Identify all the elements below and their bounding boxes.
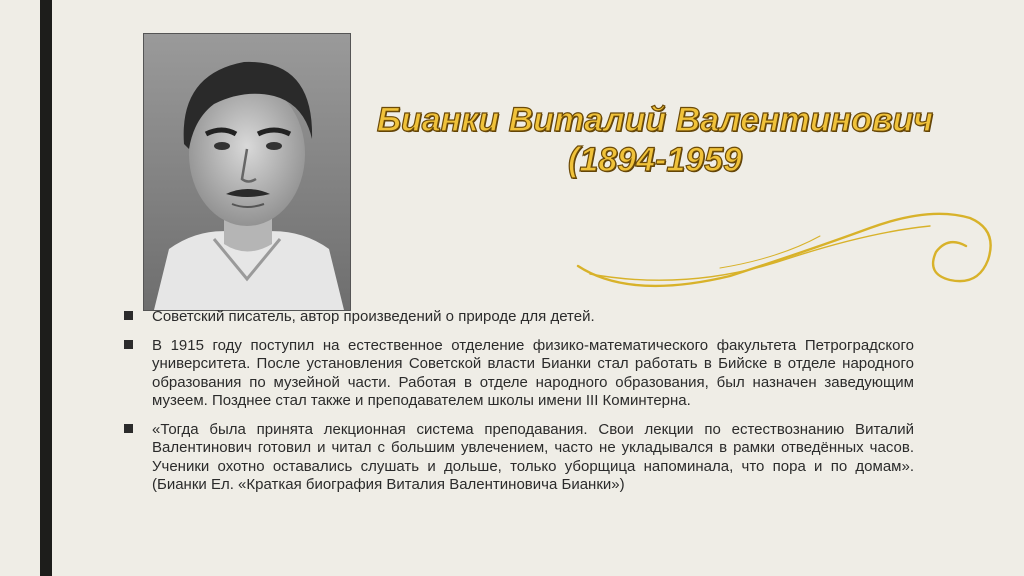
list-item [124, 421, 914, 495]
square-bullet-icon [124, 340, 133, 349]
bullet-text: В 1915 году поступил на естественное отделение физико-математического факультета Петроградского университета. После установления Советской власти Бианки стал работать в Бийске в отделе народного образования по музейной части. Работая в отделе народного образования, был назначен заведующим музеем. Позднее стал также и преподавателем школы имени III Коминтерна. [152, 336, 914, 409]
title-years: (1894-1959 [568, 141, 742, 179]
bullet-text: «Тогда была принята лекционная система преподавания. Свои лекции по естествознанию Виталий Валентинович готовил и читал с большим увлечением, часто не укладывался в рамки отведённых часов. Ученики охотно оставались слушать и дольше, только уборщица напоминала, что пора и по домам». (Бианки Ел. «Краткая биография Виталия Валентиновича Бианки») [152, 420, 914, 493]
portrait-image [144, 34, 350, 310]
square-bullet-icon [124, 311, 133, 320]
left-accent-bar [40, 0, 52, 576]
title-name: Бианки Виталий Валентинович [376, 101, 934, 139]
square-bullet-icon [124, 424, 133, 433]
portrait-photo [144, 34, 350, 310]
gold-swirl-ornament [570, 188, 1000, 298]
bullet-list [124, 308, 914, 505]
slide-title [370, 100, 940, 180]
list-item [124, 308, 914, 327]
bullet-text: Советский писатель, автор произведений о природе для детей. [152, 308, 595, 325]
list-item [124, 337, 914, 411]
